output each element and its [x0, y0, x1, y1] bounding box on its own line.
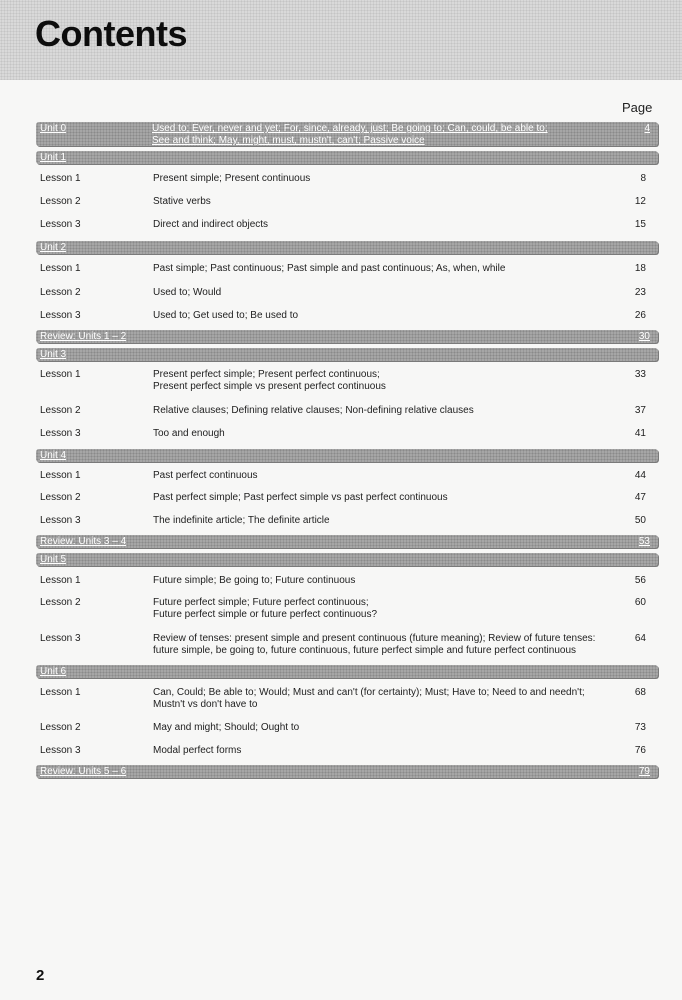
- page-ref: 68: [634, 687, 646, 698]
- topic-line: May and might; Should; Ought to: [153, 722, 300, 733]
- topic-line: The indefinite article; The definite article: [153, 515, 330, 526]
- topic-text: [153, 310, 298, 322]
- page-ref: 50: [634, 515, 646, 526]
- topic-line: Past simple; Past continuous; Past simple and past continuous; As, when, while: [153, 263, 506, 274]
- page-ref: 44: [634, 470, 646, 481]
- page-ref: 23: [634, 287, 646, 298]
- lesson-label: Lesson 3: [40, 219, 81, 230]
- unit-band: [36, 553, 658, 566]
- lesson-row: [40, 722, 648, 734]
- unit-label: Unit 4: [40, 450, 67, 461]
- lesson-label: Lesson 3: [40, 428, 81, 439]
- lesson-row: [40, 287, 648, 299]
- page-ref: 64: [634, 633, 646, 644]
- page-number: 2: [36, 967, 45, 984]
- lesson-row: [40, 428, 648, 440]
- lesson-row: [40, 263, 648, 275]
- lesson-row: [40, 633, 648, 657]
- unit-band: [36, 665, 658, 678]
- page-ref: 33: [634, 369, 646, 380]
- page-ref: 76: [634, 745, 646, 756]
- topic-text: [153, 745, 241, 757]
- review-band: [36, 765, 658, 778]
- topic-line: Future perfect simple; Future perfect continuous;: [153, 597, 369, 608]
- topic-line: future simple, be going to, future continuous, future perfect simple and future perfect continuous: [153, 645, 577, 656]
- topic-text: [153, 219, 268, 231]
- unit-label: Review: Units 5 – 6: [40, 766, 127, 777]
- topic-line: Past perfect simple; Past perfect simple vs past perfect continuous: [153, 492, 448, 503]
- topic-line: Modal perfect forms: [153, 745, 242, 756]
- lesson-label: Lesson 2: [40, 287, 81, 298]
- unit-label: Unit 3: [40, 349, 67, 360]
- topic-text: [153, 287, 221, 299]
- unit-label: Review: Units 3 – 4: [40, 536, 127, 547]
- unit-label: Unit 0: [40, 123, 67, 134]
- lesson-label: Lesson 1: [40, 470, 81, 481]
- lesson-row: [40, 369, 648, 393]
- unit-label: Unit 1: [40, 152, 67, 163]
- page-ref: 79: [638, 766, 650, 777]
- review-band: [36, 330, 658, 343]
- lesson-row: [40, 196, 648, 208]
- unit-label: Unit 5: [40, 554, 67, 565]
- lesson-label: Lesson 3: [40, 745, 81, 756]
- lesson-label: Lesson 2: [40, 722, 81, 733]
- unit-label: Unit 6: [40, 666, 67, 677]
- topic-line: Review of tenses: present simple and present continuous (future meaning); Review of future tenses:: [153, 633, 596, 644]
- lesson-label: Lesson 1: [40, 263, 81, 274]
- unit-label: Unit 2: [40, 242, 67, 253]
- lesson-row: [40, 687, 648, 711]
- lesson-label: Lesson 1: [40, 575, 81, 586]
- topic-text: [153, 263, 505, 275]
- topic-line: Stative verbs: [153, 196, 211, 207]
- topic-line: Present perfect simple vs present perfect continuous: [153, 381, 386, 392]
- topic-line: Future perfect simple or future perfect continuous?: [153, 609, 378, 620]
- unit-band: [36, 151, 658, 164]
- lesson-row: [40, 745, 648, 757]
- unit-band: [36, 449, 658, 462]
- topic-text: [153, 405, 474, 417]
- page-column-label: Page: [622, 100, 653, 115]
- page-ref: 15: [634, 219, 646, 230]
- topic-text: [153, 173, 310, 185]
- topic-text: [153, 515, 330, 527]
- topic-text: [153, 369, 386, 393]
- topic-line: Present simple; Present continuous: [153, 173, 311, 184]
- topic-text: [153, 492, 448, 504]
- topic-line: Used to; Would: [153, 287, 222, 298]
- lesson-row: [40, 310, 648, 322]
- page-ref: 4: [644, 123, 650, 134]
- topic-line: Can, Could; Be able to; Would; Must and can't (for certainty); Must; Have to; Need to and needn't;: [153, 687, 585, 698]
- lesson-label: Lesson 2: [40, 196, 81, 207]
- topic-text: [153, 687, 585, 711]
- lesson-label: Lesson 2: [40, 405, 81, 416]
- lesson-row: [40, 219, 648, 231]
- topic-text: [153, 597, 377, 621]
- topic-text: [152, 123, 548, 147]
- lesson-row: [40, 173, 648, 185]
- topic-text: [153, 196, 211, 208]
- topic-line: Direct and indirect objects: [153, 219, 269, 230]
- lesson-row: [40, 515, 648, 527]
- page-ref: 8: [640, 173, 646, 184]
- topic-line: Relative clauses; Defining relative clauses; Non-defining relative clauses: [153, 405, 474, 416]
- page-ref: 53: [638, 536, 650, 547]
- topic-line: Future simple; Be going to; Future continuous: [153, 575, 356, 586]
- unit-label: Review: Units 1 – 2: [40, 331, 127, 342]
- lesson-row: [40, 470, 648, 482]
- lesson-label: Lesson 3: [40, 515, 81, 526]
- topic-line: Used to; Get used to; Be used to: [153, 310, 299, 321]
- page-title: Contents: [35, 13, 187, 54]
- topic-line: Too and enough: [153, 428, 225, 439]
- page-ref: 30: [638, 331, 650, 342]
- unit-band: [36, 241, 658, 254]
- lesson-label: Lesson 1: [40, 369, 81, 380]
- page-ref: 47: [634, 492, 646, 503]
- page-ref: 12: [634, 196, 646, 207]
- lesson-label: Lesson 2: [40, 597, 81, 608]
- topic-text: [153, 633, 595, 657]
- lesson-label: Lesson 1: [40, 687, 81, 698]
- page-ref: 73: [634, 722, 646, 733]
- lesson-label: Lesson 2: [40, 492, 81, 503]
- topic-line: Mustn't vs don't have to: [153, 699, 258, 710]
- topic-line: Used to; Ever, never and yet; For, since, already, just; Be going to; Can, could, be able to;: [152, 123, 548, 134]
- topic-line: Past perfect continuous: [153, 470, 258, 481]
- page-ref: 41: [634, 428, 646, 439]
- header-band: [0, 0, 682, 80]
- page-ref: 37: [634, 405, 646, 416]
- topic-line: See and think; May, might, must, mustn't, can't; Passive voice: [152, 135, 425, 146]
- topic-text: [153, 575, 355, 587]
- page-ref: 26: [634, 310, 646, 321]
- topic-text: [153, 722, 299, 734]
- topic-line: Present perfect simple; Present perfect continuous;: [153, 369, 380, 380]
- lesson-row: [40, 575, 648, 587]
- page-ref: 56: [634, 575, 646, 586]
- lesson-row: [40, 405, 648, 417]
- lesson-label: Lesson 3: [40, 633, 81, 644]
- review-band: [36, 535, 658, 548]
- page-ref: 60: [634, 597, 646, 608]
- topic-text: [153, 428, 225, 440]
- lesson-row: [40, 492, 648, 504]
- topic-text: [153, 470, 258, 482]
- lesson-row: [40, 597, 648, 621]
- unit-band: [36, 348, 658, 361]
- page-ref: 18: [634, 263, 646, 274]
- unit-band: [36, 122, 658, 146]
- lesson-label: Lesson 3: [40, 310, 81, 321]
- lesson-label: Lesson 1: [40, 173, 81, 184]
